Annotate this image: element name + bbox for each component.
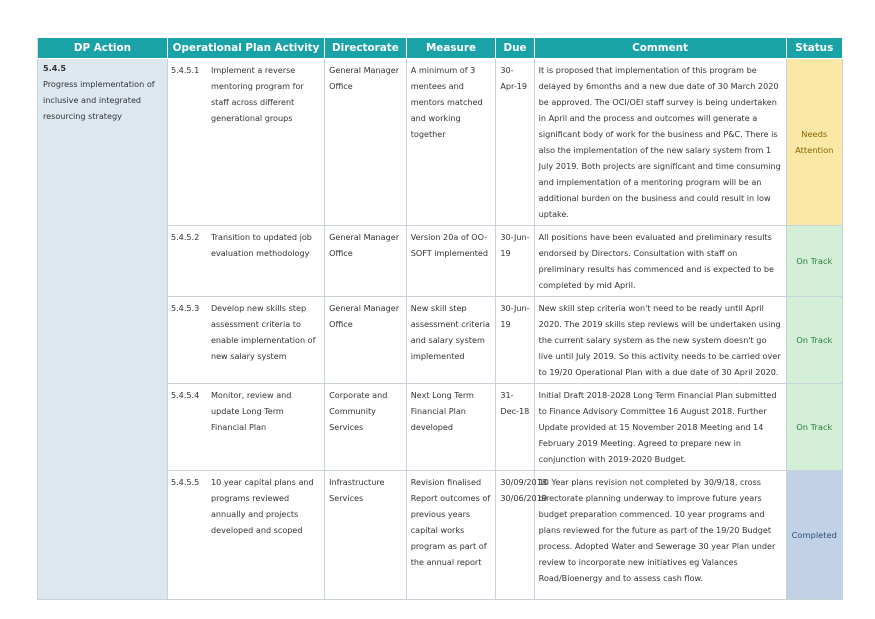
status-badge: On Track (786, 226, 842, 297)
activity-cell (167, 59, 324, 226)
directorate-cell: General Manager Office (325, 59, 407, 226)
due-cell: 30-Jun-19 (496, 297, 534, 384)
header-dp-action: DP Action (38, 38, 168, 59)
table-row (38, 59, 843, 226)
activity-cell (167, 226, 324, 297)
status-badge: On Track (786, 297, 842, 384)
measure-cell: New skill step assessment criteria and salary system implemented (406, 297, 496, 384)
comment-cell: 10 Year plans revision not completed by 30/9/18, cross directorate planning underway to improve future years budget preparation commenced. 10 year programs and plans reviewed for the future as part of the 19/20 Budget process. Adopted Water and Sewerage 30 year Plan under review to incorporate new initiatives eg Valances Road/Bioenergy and to assess cash flow. (534, 471, 786, 600)
directorate-cell: General Manager Office (325, 297, 407, 384)
status-badge: Needs Attention (786, 59, 842, 226)
header-directorate: Directorate (325, 38, 407, 59)
comment-cell: All positions have been evaluated and preliminary results endorsed by Directors. Consultation with staff on preliminary results has commenced and is expected to be completed by mid April. (534, 226, 786, 297)
directorate-cell: General Manager Office (325, 226, 407, 297)
status-badge: On Track (786, 384, 842, 471)
comment-cell: New skill step criteria won't need to be ready until April 2020. The 2019 skills step reviews will be undertaken using the current salary system as the new system doesn't go live until July 2019. So this activity needs to be carried over to 19/20 Operational Plan with a due date of 30 April 2020. (534, 297, 786, 384)
activity-cell (167, 297, 324, 384)
operational-plan-table (37, 37, 843, 600)
header-measure: Measure (406, 38, 496, 59)
activity-number: 5.4.5.4 (170, 390, 200, 400)
header-due: Due (496, 38, 534, 59)
activity-text: Transition to updated job evaluation methodology (210, 232, 312, 258)
due-cell: 31-Dec-18 (496, 384, 534, 471)
header-comment: Comment (534, 38, 786, 59)
directorate-cell: Corporate and Community Services (325, 384, 407, 471)
comment-cell: It is proposed that implementation of this program be delayed by 6months and a new due date of 30 March 2020 be approved. The OCI/OEI staff survey is being undertaken in April and the process and outcomes will generate a significant body of work for the business and P&C. There is also the implementation of the new salary system from 1 July 2019. Both projects are significant and time consuming and implementation of a mentoring program will be an additional burden on the business and could result in low uptake. (534, 59, 786, 226)
measure-cell: Version 20a of OO-SOFT implemented (406, 226, 496, 297)
measure-cell: A minimum of 3 mentees and mentors matched and working together (406, 59, 496, 226)
measure-cell: Revision finalised Report outcomes of previous years capital works program as part of the annual report (406, 471, 496, 600)
status-badge: Completed (786, 471, 842, 600)
activity-number: 5.4.5.1 (170, 65, 200, 75)
directorate-cell: Infrastructure Services (325, 471, 407, 600)
due-cell: 30/09/2018 30/06/2019 (496, 471, 534, 600)
activity-text: 10 year capital plans and programs reviewed annually and projects developed and scoped (210, 477, 314, 535)
dp-action-cell (38, 59, 168, 600)
due-cell: 30-Apr-19 (496, 59, 534, 226)
activity-text: Implement a reverse mentoring program for staff across different generational groups (210, 65, 304, 123)
header-status: Status (786, 38, 842, 59)
measure-cell: Next Long Term Financial Plan developed (406, 384, 496, 471)
activity-cell (167, 471, 324, 600)
header-activity: Operational Plan Activity (167, 38, 324, 59)
header-row (38, 38, 843, 59)
dp-action-number: 5.4.5 (43, 63, 67, 73)
activity-cell (167, 384, 324, 471)
comment-cell: Initial Draft 2018-2028 Long Term Financial Plan submitted to Finance Advisory Committee 16 August 2018. Further Update provided at 15 November 2018 Meeting and 14 February 2019 Meeting. Agreed to prepare new in conjunction with 2019-2020 Budget. (534, 384, 786, 471)
dp-action-text: Progress implementation of inclusive and integrated resourcing strategy (43, 79, 155, 121)
due-cell: 30-Jun-19 (496, 226, 534, 297)
activity-number: 5.4.5.5 (170, 477, 200, 487)
activity-number: 5.4.5.3 (170, 303, 200, 313)
activity-text: Monitor, review and update Long Term Financial Plan (210, 390, 292, 432)
activity-number: 5.4.5.2 (170, 232, 200, 242)
activity-text: Develop new skills step assessment criteria to enable implementation of new salary system (210, 303, 316, 361)
